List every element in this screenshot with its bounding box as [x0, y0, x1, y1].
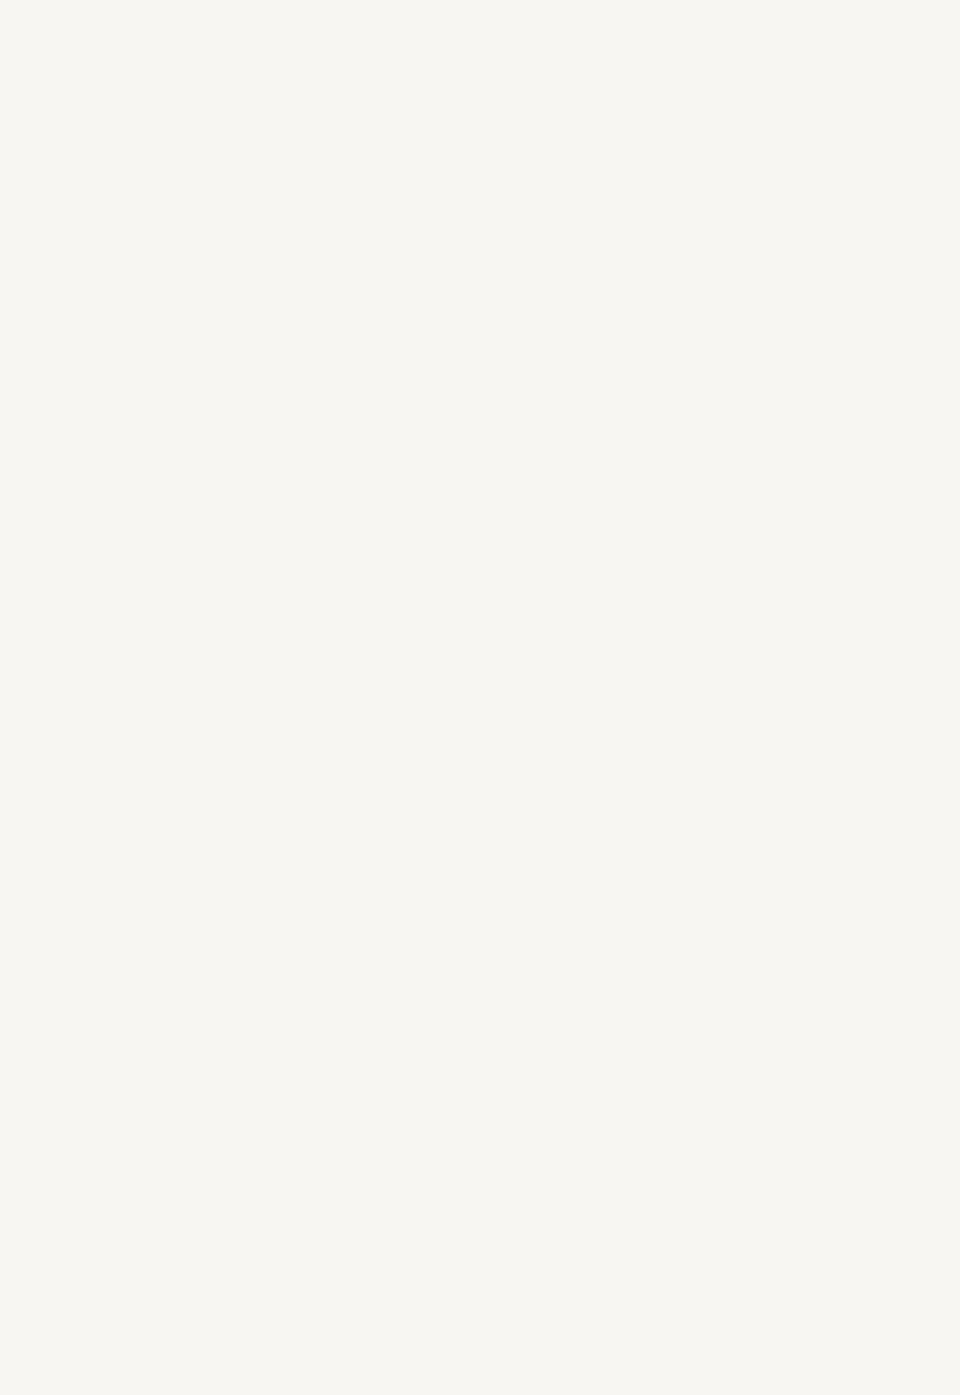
document-page [124, 90, 859, 112]
